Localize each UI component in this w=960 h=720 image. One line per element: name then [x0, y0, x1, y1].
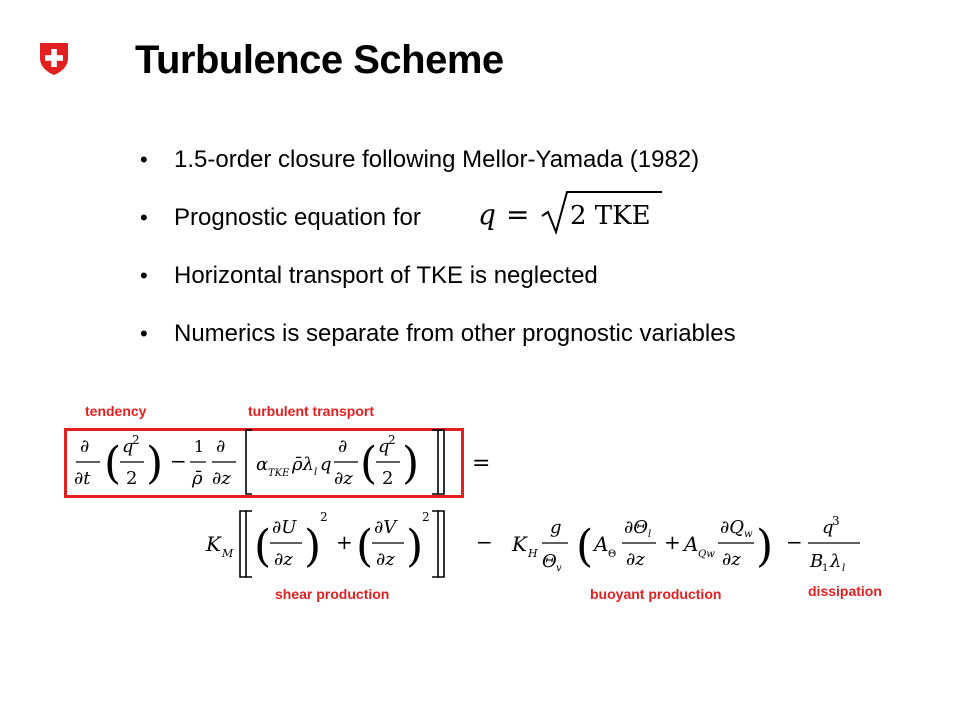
svg-text:3: 3 [832, 514, 840, 528]
svg-text:+: + [664, 530, 681, 554]
svg-text:): ) [146, 438, 164, 489]
svg-text:2: 2 [382, 468, 394, 489]
svg-text:2: 2 [388, 433, 396, 447]
svg-text:∂t: ∂t [74, 468, 91, 489]
svg-text:): ) [402, 438, 420, 489]
svg-text:1: 1 [822, 563, 829, 574]
tke-equation-line2 [200, 505, 900, 585]
label-turbulent-transport: turbulent transport [248, 403, 374, 419]
svg-text:w: w [744, 529, 753, 540]
svg-text:=: = [472, 451, 491, 476]
svg-text:B: B [810, 551, 824, 572]
svg-text:v: v [556, 563, 562, 574]
svg-text:Θ: Θ [542, 551, 557, 572]
svg-text:λ: λ [830, 551, 842, 572]
svg-text:(: ( [360, 438, 378, 489]
svg-text:Θ: Θ [608, 549, 617, 560]
svg-text:∂z: ∂z [626, 549, 645, 570]
svg-text:2: 2 [320, 510, 328, 524]
swiss-cross-icon [36, 40, 72, 76]
svg-text:∂: ∂ [80, 436, 90, 457]
label-tendency: tendency [85, 403, 147, 419]
svg-text:∂: ∂ [338, 436, 348, 457]
svg-text:−: − [786, 530, 803, 554]
svg-text:q: q [320, 454, 332, 475]
bullet-item: • Numerics is separate from other prognostic variables [140, 314, 736, 372]
bullet-item: • 1.5-order closure following Mellor-Yamada (1982) [140, 140, 736, 198]
svg-text:ρ̄λ: ρ̄λ [292, 454, 314, 475]
svg-text:l: l [842, 563, 846, 574]
svg-text:+: + [336, 530, 353, 554]
svg-text:Qw: Qw [698, 549, 715, 560]
svg-text:A: A [594, 532, 609, 556]
svg-text:q: q [122, 436, 134, 457]
eq-sqrt-arg: 2 TKE [570, 201, 651, 231]
svg-text:K: K [206, 532, 221, 556]
svg-text:): ) [756, 521, 774, 572]
svg-text:∂z: ∂z [334, 468, 353, 489]
bullet-list [140, 140, 736, 372]
svg-text:M: M [222, 547, 234, 560]
svg-text:ρ̄: ρ̄ [192, 468, 203, 489]
svg-text:H: H [528, 547, 538, 560]
svg-text:∂z: ∂z [274, 549, 293, 570]
label-dissipation: dissipation [808, 583, 882, 599]
svg-text:∂z: ∂z [212, 468, 231, 489]
svg-text:2: 2 [132, 433, 140, 447]
svg-text:A: A [684, 532, 699, 556]
svg-text:∂: ∂ [216, 436, 226, 457]
svg-text:1: 1 [194, 437, 205, 456]
svg-text:(: ( [576, 521, 594, 572]
bullet-item: • Prognostic equation for [140, 198, 736, 256]
svg-text:α: α [256, 454, 269, 475]
svg-text:∂z: ∂z [722, 549, 741, 570]
eq-q: q [478, 198, 496, 231]
svg-text:): ) [406, 521, 424, 572]
svg-text:K: K [512, 532, 527, 556]
svg-text:∂z: ∂z [376, 549, 395, 570]
svg-text:(: ( [356, 521, 374, 572]
inline-equation [472, 188, 672, 238]
eq-equals: = [506, 198, 530, 231]
svg-text:∂Θ: ∂Θ [624, 517, 649, 538]
label-buoyant-production: buoyant production [590, 586, 722, 602]
svg-text:2: 2 [126, 468, 138, 489]
svg-text:−: − [476, 530, 493, 554]
svg-text:∂V: ∂V [374, 517, 397, 538]
svg-text:−: − [170, 449, 187, 473]
tke-equation-line1 [60, 420, 510, 504]
svg-text:l: l [648, 529, 652, 540]
svg-text:q: q [822, 517, 834, 538]
svg-text:): ) [304, 521, 322, 572]
svg-text:(: ( [254, 521, 272, 572]
svg-text:TKE: TKE [268, 468, 290, 479]
page-title: Turbulence Scheme [135, 38, 504, 82]
svg-text:2: 2 [422, 510, 430, 524]
svg-text:(: ( [104, 438, 122, 489]
svg-text:g: g [550, 517, 562, 538]
svg-text:q: q [378, 436, 390, 457]
svg-text:l: l [314, 467, 318, 478]
svg-text:∂Q: ∂Q [720, 517, 745, 538]
label-shear-production: shear production [275, 586, 390, 602]
svg-text:∂U: ∂U [272, 517, 297, 538]
bullet-item: • Horizontal transport of TKE is neglected [140, 256, 736, 314]
